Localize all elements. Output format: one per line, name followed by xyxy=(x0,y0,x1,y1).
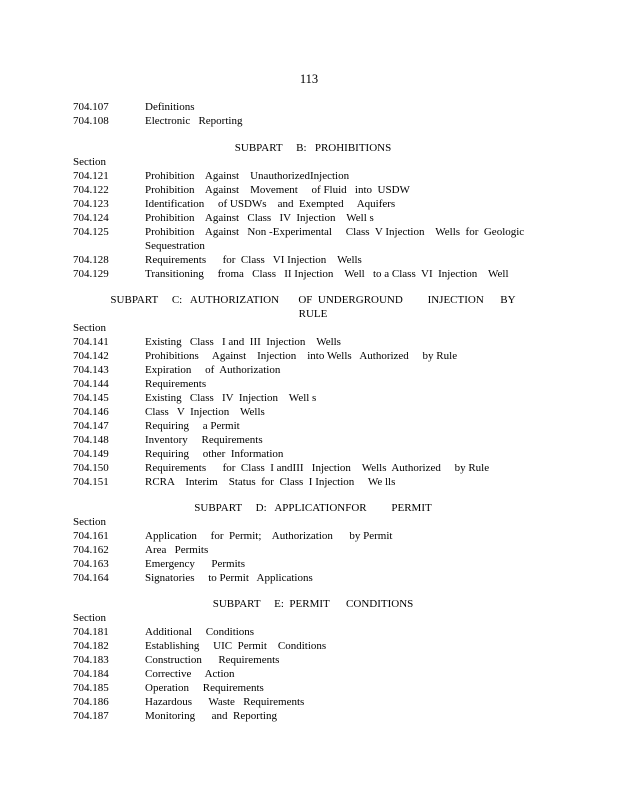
section-row xyxy=(73,377,553,391)
section-row xyxy=(73,363,553,377)
section-title: Additional Conditions xyxy=(145,626,255,638)
section-row xyxy=(73,529,553,543)
section-title: Sequestration xyxy=(145,240,205,252)
section-number: 704.144 xyxy=(73,378,109,390)
section-title: Prohibition Against Class IV Injection Well s xyxy=(145,212,374,224)
subpart-block xyxy=(73,597,553,723)
section-title: Requiring other Information xyxy=(145,448,284,460)
section-number: 704.164 xyxy=(73,572,109,584)
section-title: Prohibitions Against Injection into Wells Authorized by Rule xyxy=(145,350,458,362)
section-row xyxy=(73,225,553,239)
section-title: Requirements for Class VI Injection Wells xyxy=(145,254,362,266)
section-number: 704.181 xyxy=(73,626,109,638)
section-number: 704.183 xyxy=(73,654,109,666)
section-title: Requirements for Class I andIII Injection Wells Authorized by Rule xyxy=(145,462,490,474)
section-number: 704.141 xyxy=(73,336,109,348)
section-number: 704.128 xyxy=(73,254,109,266)
section-column-label: Section xyxy=(73,612,106,624)
section-title: Operation Requirements xyxy=(145,682,264,694)
section-row xyxy=(73,447,553,461)
section-number: 704.162 xyxy=(73,544,109,556)
section-number: 704.147 xyxy=(73,420,109,432)
section-title: Existing Class IV Injection Well s xyxy=(145,392,317,404)
subpart-heading-line: SUBPART B: PROHIBITIONS xyxy=(234,142,392,154)
section-row xyxy=(73,197,553,211)
section-title: Requirements xyxy=(145,378,207,390)
section-row xyxy=(73,543,553,557)
section-title: Establishing UIC Permit Conditions xyxy=(145,640,327,652)
section-number: 704.149 xyxy=(73,448,109,460)
section-title: Identification of USDWs and Exempted Aquifers xyxy=(145,198,396,210)
section-number: 704.151 xyxy=(73,476,109,488)
subpart-heading xyxy=(73,501,553,515)
subpart-heading-line: SUBPART C: AUTHORIZATION OF UNDERGROUND INJECTION BY xyxy=(110,294,516,306)
section-title: Prohibition Against Movement of Fluid into USDW xyxy=(145,184,410,196)
section-row xyxy=(73,433,553,447)
section-column-label: Section xyxy=(73,156,106,168)
section-number: 704.185 xyxy=(73,682,109,694)
section-title: Expiration of Authorization xyxy=(145,364,281,376)
section-row xyxy=(73,239,553,253)
subpart-block xyxy=(73,293,553,489)
section-row xyxy=(73,419,553,433)
section-number: 704.124 xyxy=(73,212,109,224)
section-title: Existing Class I and III Injection Wells xyxy=(145,336,341,348)
section-row xyxy=(73,695,553,709)
section-number: 704.125 xyxy=(73,226,109,238)
section-number: 704.163 xyxy=(73,558,109,570)
section-row xyxy=(73,100,553,114)
section-title: Emergency Permits xyxy=(145,558,245,570)
section-number: 704.129 xyxy=(73,268,109,280)
section-row xyxy=(73,653,553,667)
section-column-label: Section xyxy=(73,516,106,528)
section-row xyxy=(73,475,553,489)
section-number: 704.146 xyxy=(73,406,109,418)
section-number: 704.150 xyxy=(73,462,109,474)
section-title: Corrective Action xyxy=(145,668,235,680)
section-row xyxy=(73,667,553,681)
section-row xyxy=(73,639,553,653)
section-number: 704.187 xyxy=(73,710,109,722)
section-number: 704.122 xyxy=(73,184,109,196)
section-number: 704.142 xyxy=(73,350,109,362)
section-title: Application for Permit; Authorization by Permit xyxy=(145,530,393,542)
subpart-heading xyxy=(73,141,553,155)
section-title: Signatories to Permit Applications xyxy=(145,572,313,584)
subparts-container xyxy=(73,141,553,723)
section-row xyxy=(73,571,553,585)
section-number: 704.143 xyxy=(73,364,109,376)
section-row xyxy=(73,183,553,197)
subpart-heading-line: SUBPART D: APPLICATIONFOR PERMIT xyxy=(194,502,432,514)
section-number: 704.161 xyxy=(73,530,109,542)
section-row xyxy=(73,681,553,695)
section-row xyxy=(73,405,553,419)
intro-section-list xyxy=(73,100,553,128)
section-row xyxy=(73,211,553,225)
section-title: Electronic Reporting xyxy=(145,115,243,127)
section-number xyxy=(73,239,145,253)
section-row xyxy=(73,335,553,349)
section-number: 704.107 xyxy=(73,101,109,113)
section-title: Prohibition Against UnauthorizedInjection xyxy=(145,170,350,182)
section-row xyxy=(73,114,553,128)
section-title: Hazardous Waste Requirements xyxy=(145,696,305,708)
section-title: Inventory Requirements xyxy=(145,434,263,446)
section-number: 704.182 xyxy=(73,640,109,652)
section-number: 704.186 xyxy=(73,696,109,708)
section-row xyxy=(73,461,553,475)
section-title: Transitioning froma Class II Injection Well to a Class VI Injection Well xyxy=(145,268,509,280)
subpart-block xyxy=(73,501,553,585)
section-title: RCRA Interim Status for Class I Injection We lls xyxy=(145,476,396,488)
table-of-contents xyxy=(73,100,553,723)
section-number: 704.184 xyxy=(73,668,109,680)
subpart-heading-line: SUBPART E: PERMIT CONDITIONS xyxy=(212,598,414,610)
section-number: 704.121 xyxy=(73,170,109,182)
section-title: Area Permits xyxy=(145,544,209,556)
section-row xyxy=(73,267,553,281)
section-title: Definitions xyxy=(145,101,195,113)
section-title: Requiring a Permit xyxy=(145,420,240,432)
section-row xyxy=(73,253,553,267)
section-number: 704.123 xyxy=(73,198,109,210)
section-column-label: Section xyxy=(73,322,106,334)
section-title: Prohibition Against Non -Experimental Class V Injection Wells for Geologic xyxy=(145,226,525,238)
subpart-heading-line: RULE xyxy=(298,308,328,320)
section-row xyxy=(73,709,553,723)
section-title: Construction Requirements xyxy=(145,654,280,666)
section-row xyxy=(73,169,553,183)
section-row xyxy=(73,557,553,571)
page-number: 113 xyxy=(299,72,319,86)
section-number: 704.148 xyxy=(73,434,109,446)
section-number: 704.108 xyxy=(73,115,109,127)
section-number: 704.145 xyxy=(73,392,109,404)
section-row xyxy=(73,625,553,639)
subpart-block xyxy=(73,141,553,281)
subpart-heading xyxy=(73,597,553,611)
section-row xyxy=(73,349,553,363)
section-title: Monitoring and Reporting xyxy=(145,710,277,722)
section-title: Class V Injection Wells xyxy=(145,406,265,418)
section-row xyxy=(73,391,553,405)
subpart-heading xyxy=(73,293,553,321)
